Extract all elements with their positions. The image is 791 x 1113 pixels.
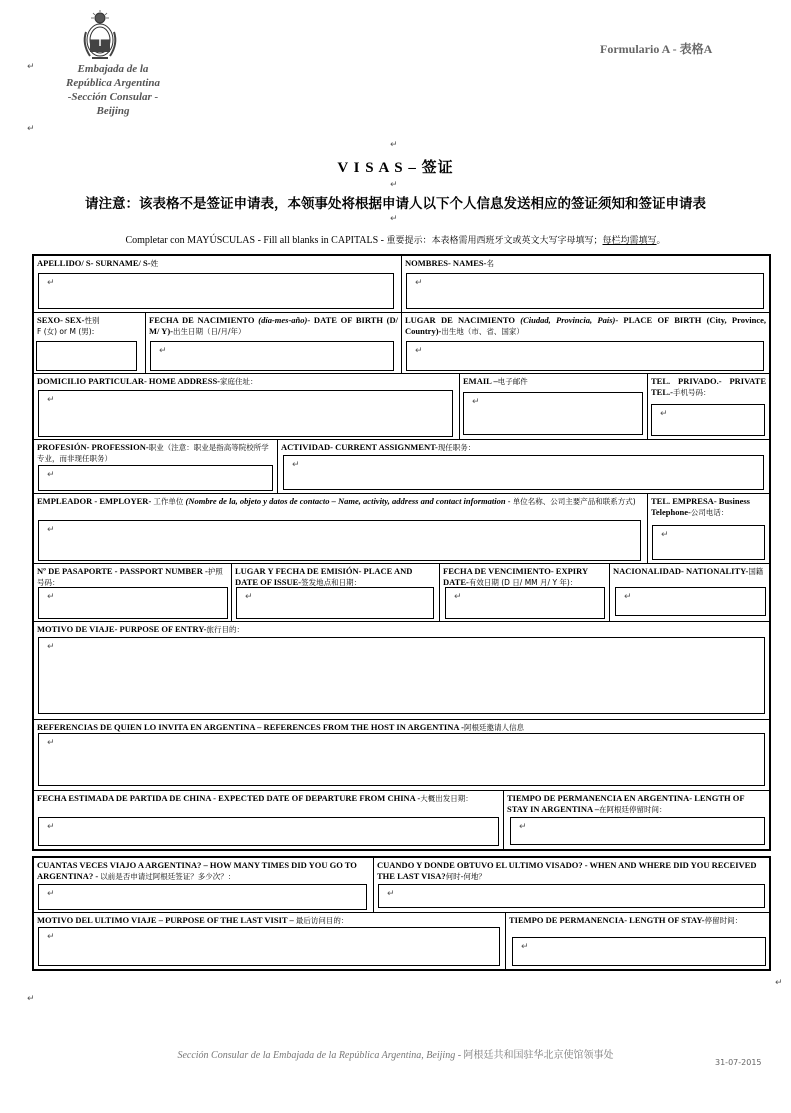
sex-input[interactable] bbox=[36, 341, 137, 371]
footer-text: Sección Consular de la Embajada de la República Argentina, Beijing - 阿根廷共和国驻华北京使馆领事处 bbox=[177, 1050, 614, 1061]
page-title: V I S A S – 签证 bbox=[337, 160, 454, 176]
field-employer: EMPLEADOR - EMPLOYER- 工作单位 (Nombre de la, objeto y datos de contacto – Name, activity, address and contact information - 单位名称、公司主要产品和联系方式) bbox=[34, 494, 648, 564]
host-input[interactable]: ↵ bbox=[38, 733, 765, 786]
purpose-input[interactable]: ↵ bbox=[38, 637, 765, 714]
names-input[interactable]: ↵ bbox=[406, 273, 764, 309]
field-names: NOMBRES- NAMES-名 bbox=[402, 256, 769, 313]
departure-input[interactable]: ↵ bbox=[38, 817, 499, 846]
activity-input[interactable]: ↵ bbox=[283, 455, 764, 490]
times-input[interactable]: ↵ bbox=[38, 884, 367, 910]
field-last-stay: TIEMPO DE PERMANENCIA- LENGTH OF STAY-停留时间： bbox=[509, 915, 743, 925]
paragraph-mark: ↵ bbox=[390, 140, 398, 150]
field-phone: TEL. PRIVADO.- PRIVATE TEL.-手机号码： bbox=[648, 374, 769, 440]
paragraph-mark: ↵ bbox=[27, 62, 35, 72]
profession-input[interactable]: ↵ bbox=[38, 465, 273, 491]
phone-input[interactable]: ↵ bbox=[651, 404, 765, 436]
issue-input[interactable]: ↵ bbox=[236, 587, 434, 619]
address-input[interactable]: ↵ bbox=[38, 390, 453, 437]
stay-input[interactable]: ↵ bbox=[510, 817, 765, 845]
field-nationality: NACIONALIDAD- NATIONALITY-国籍 bbox=[610, 564, 769, 622]
paragraph-mark: ↵ bbox=[27, 994, 35, 1004]
last-visa-input[interactable]: ↵ bbox=[378, 884, 765, 908]
embassy-name: Embajada de la República Argentina -Sección Consular - Beijing bbox=[65, 63, 161, 117]
field-issue: LUGAR Y FECHA DE EMISIÓN- PLACE AND DATE OF ISSUE-签发地点和日期： bbox=[232, 564, 440, 622]
field-business-phone: TEL. EMPRESA- Business Telephone-公司电话： bbox=[648, 494, 769, 564]
field-passport: Nº DE PASAPORTE - PASSPORT NUMBER -护照号码： bbox=[34, 564, 232, 622]
field-pob: LUGAR DE NACIMIENTO (Ciudad, Provincia, País)- PLACE OF BIRTH (City, Province, Country)-出生地（市、省、国家） bbox=[402, 313, 769, 374]
passport-input[interactable]: ↵ bbox=[38, 587, 228, 619]
paragraph-mark: ↵ bbox=[27, 124, 35, 134]
field-activity: ACTIVIDAD- CURRENT ASSIGNMENT-现任职务： bbox=[278, 440, 769, 494]
field-surname: APELLIDO/ S- SURNAME/ S-姓 bbox=[34, 256, 402, 313]
expiry-input[interactable]: ↵ bbox=[445, 587, 605, 619]
field-address: DOMICILIO PARTICULAR- HOME ADDRESS-家庭住址： bbox=[34, 374, 460, 440]
paragraph-mark: ↵ bbox=[775, 978, 783, 988]
field-last-purpose: MOTIVO DEL ULTIMO VIAJE – PURPOSE OF THE LAST VISIT – 最后访问目的： bbox=[34, 913, 506, 969]
field-times: CUANTAS VECES VIAJO A ARGENTINA? – HOW MANY TIMES DID YOU GO TO ARGENTINA? - 以前是否申请过阿根廷签证？多少次？： bbox=[34, 858, 374, 913]
field-stay: TIEMPO DE PERMANENCIA EN ARGENTINA- LENGTH OF STAY IN ARGENTINA –在阿根廷停留时间： bbox=[507, 793, 745, 814]
business-phone-input[interactable]: ↵ bbox=[652, 525, 765, 560]
dob-input[interactable]: ↵ bbox=[150, 341, 394, 371]
nationality-input[interactable]: ↵ bbox=[615, 587, 766, 616]
last-purpose-input[interactable]: ↵ bbox=[38, 927, 500, 966]
paragraph-mark: ↵ bbox=[390, 180, 398, 190]
field-last-visa: CUANDO Y DONDE OBTUVO EL ULTIMO VISADO? - WHEN AND WHERE DID YOU RECEIVED THE LAST VISA?何时-何地？ bbox=[374, 858, 769, 913]
form-label: Formulario A - 表格A bbox=[600, 42, 713, 56]
field-dob: FECHA DE NACIMIENTO (día-mes-año)- DATE OF BIRTH (D/ M/ Y)-出生日期（日/月/年） bbox=[146, 313, 402, 374]
field-purpose: MOTIVO DE VIAJE- PURPOSE OF ENTRY-旅行目的： bbox=[34, 622, 769, 720]
employer-input[interactable]: ↵ bbox=[38, 520, 641, 561]
last-stay-input[interactable]: ↵ bbox=[512, 937, 766, 966]
pob-input[interactable]: ↵ bbox=[406, 341, 764, 371]
argentina-coat-of-arms-icon bbox=[80, 10, 120, 62]
notice-text: 请注意：该表格不是签证申请表，本领事处将根据申请人以下个人信息发送相应的签证须知和签证申请表 bbox=[85, 196, 706, 212]
field-profession: PROFESIÓN- PROFESSION-职业（注意：职业是指高等院校所学专业，而非现任职务） bbox=[34, 440, 278, 494]
field-sex: SEXO- SEX-性别 F (女) or M (男): bbox=[34, 313, 146, 374]
email-input[interactable]: ↵ bbox=[463, 392, 643, 435]
footer-date: 31-07-2015 bbox=[715, 1058, 762, 1067]
field-email: EMAIL –电子邮件 bbox=[460, 374, 648, 440]
surname-input[interactable]: ↵ bbox=[38, 273, 394, 309]
paragraph-mark: ↵ bbox=[390, 214, 398, 224]
field-expiry: FECHA DE VENCIMIENTO- EXPIRY DATE-有效日期 (D 日/ MM 月/ Y 年)： bbox=[440, 564, 610, 622]
instructions: Completar con MAYÚSCULAS - Fill all blanks in CAPITALS - 重要提示：本表格需用西班牙文或英文大写字母填写；每栏均需填写。 bbox=[125, 235, 666, 246]
field-host: REFERENCIAS DE QUIEN LO INVITA EN ARGENTINA – REFERENCES FROM THE HOST IN ARGENTINA -阿根廷邀请人信息 bbox=[34, 720, 769, 791]
field-departure: FECHA ESTIMADA DE PARTIDA DE CHINA - EXPECTED DATE OF DEPARTURE FROM CHINA -大概出发日期： bbox=[34, 791, 504, 849]
